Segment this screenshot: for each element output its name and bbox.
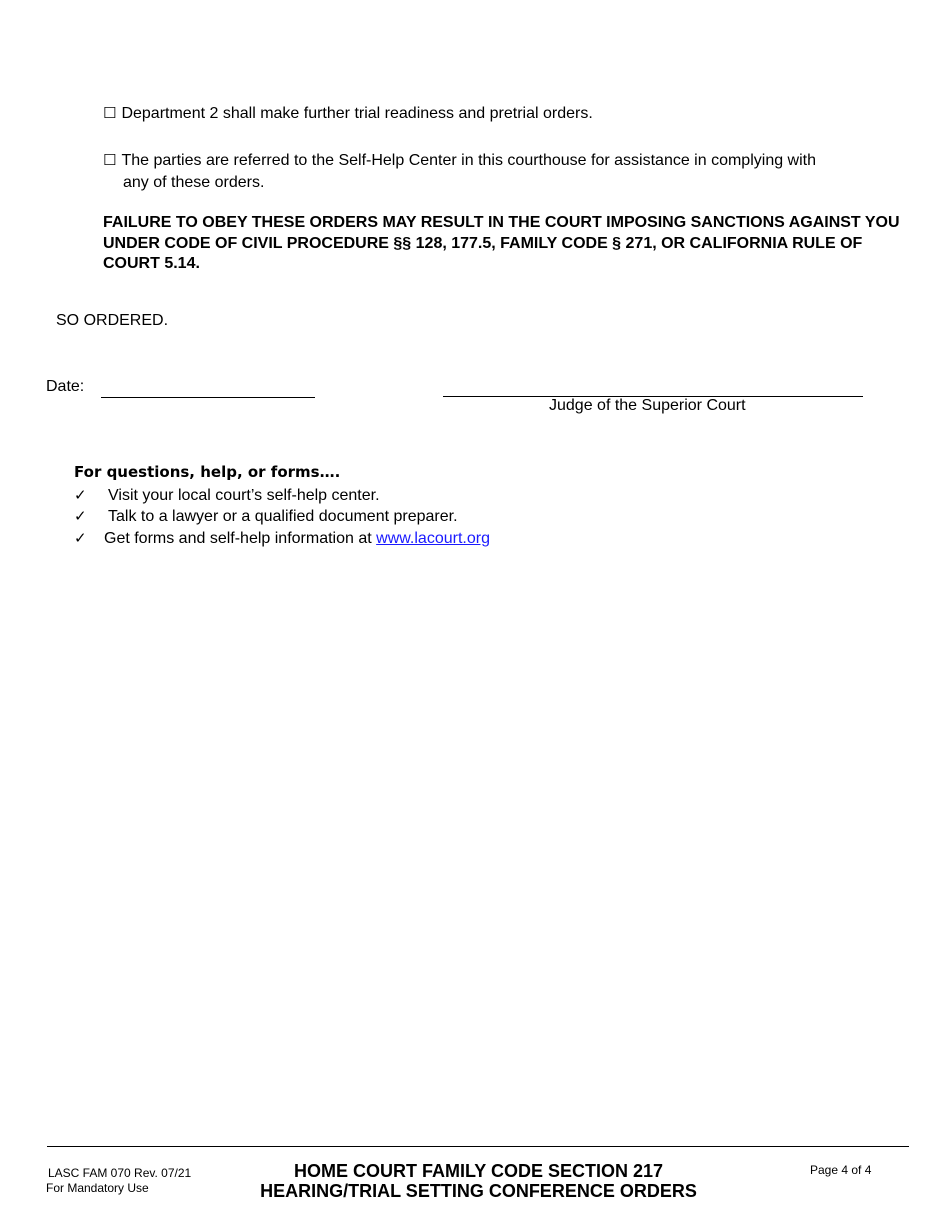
checkbox-icon[interactable]: ☐ bbox=[103, 104, 117, 122]
help-list-item bbox=[74, 507, 458, 526]
help-heading: For questions, help, or forms…. bbox=[74, 463, 341, 481]
form-title-line2: HEARING/TRIAL SETTING CONFERENCE ORDERS bbox=[260, 1181, 697, 1201]
checkmark-icon: ✓ bbox=[74, 486, 87, 504]
form-use: For Mandatory Use bbox=[46, 1181, 149, 1195]
order-text-self-help-line1: The parties are referred to the Self-Help Center in this courthouse for assistance in complying with bbox=[121, 152, 817, 169]
form-id: LASC FAM 070 Rev. 07/21 bbox=[48, 1166, 192, 1180]
checkbox-icon[interactable]: ☐ bbox=[103, 151, 117, 169]
date-field-line[interactable] bbox=[101, 397, 315, 398]
order-item-self-help-referral bbox=[103, 149, 816, 194]
order-text-department-2: Department 2 shall make further trial readiness and pretrial orders. bbox=[121, 105, 593, 122]
sanctions-warning: FAILURE TO OBEY THESE ORDERS MAY RESULT IN THE COURT IMPOSING SANCTIONS AGAINST YOU UNDER CODE OF CIVIL PROCEDURE §§ 128, 177.5, FAMILY CODE § 271, OR CALIFORNIA RULE OF COURT 5.14. bbox=[103, 214, 900, 272]
help-item-text: Visit your local court’s self-help center. bbox=[108, 487, 380, 504]
so-ordered-text: SO ORDERED. bbox=[56, 312, 169, 329]
order-item-department-2 bbox=[103, 104, 593, 123]
help-list-item bbox=[74, 529, 490, 548]
form-title-line1: HOME COURT FAMILY CODE SECTION 217 bbox=[293, 1161, 664, 1181]
checkmark-icon: ✓ bbox=[74, 507, 87, 525]
page-number: Page 4 of 4 bbox=[810, 1163, 872, 1177]
date-label: Date: bbox=[46, 378, 85, 395]
form-title bbox=[230, 1161, 727, 1201]
judge-signature-label: Judge of the Superior Court bbox=[549, 397, 746, 414]
footer-divider bbox=[47, 1146, 909, 1147]
order-text-self-help-line2: any of these orders. bbox=[123, 174, 265, 191]
lacourt-link[interactable]: www.lacourt.org bbox=[376, 530, 490, 547]
help-list-item bbox=[74, 486, 380, 505]
help-item-text: Get forms and self-help information at bbox=[104, 530, 372, 547]
checkmark-icon: ✓ bbox=[74, 529, 87, 547]
help-item-text: Talk to a lawyer or a qualified document preparer. bbox=[108, 508, 458, 525]
